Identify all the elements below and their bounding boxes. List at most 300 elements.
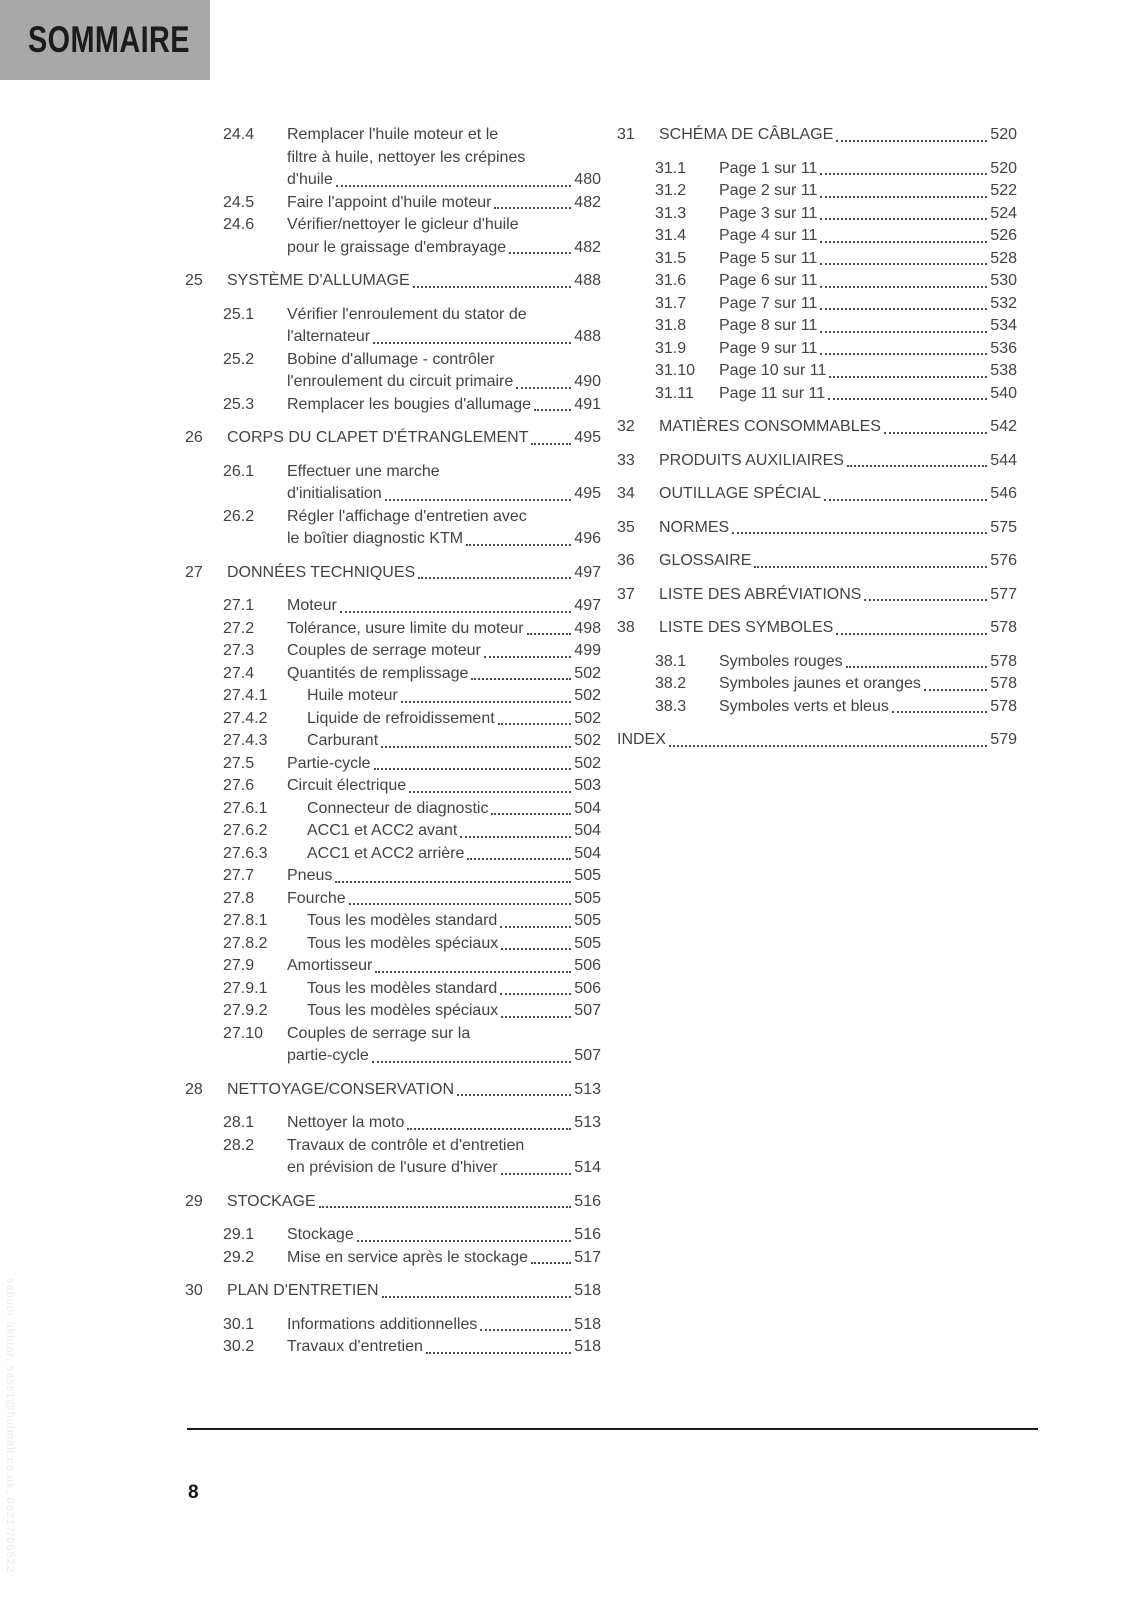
toc-entry-title: GLOSSAIRE [659, 552, 752, 569]
toc-entry-title: Page 5 sur 11 [719, 249, 818, 267]
toc-entry-number: 31.9 [655, 339, 687, 357]
toc-entry-text-line: Bobine d'allumage - contrôler [287, 350, 495, 368]
toc-entry[interactable] [185, 1000, 601, 1023]
dot-leader [820, 225, 987, 248]
toc-entry-body [287, 1023, 601, 1068]
toc-entry[interactable] [617, 517, 1017, 540]
toc-entry-title: LISTE DES SYMBOLES [659, 619, 834, 636]
dot-leader [531, 427, 571, 450]
toc-entry-last-line [307, 978, 601, 1001]
toc-entry-number: 29 [185, 1192, 203, 1210]
toc-page-ref: 497 [574, 563, 601, 581]
toc-entry[interactable] [185, 910, 601, 933]
toc-entry[interactable] [185, 427, 601, 450]
toc-entry-last-line [719, 696, 1017, 719]
toc-entry-text-line: Travaux de contrôle et d'entretien [287, 1136, 525, 1154]
toc-entry-text-line: Vérifier l'enroulement du stator de [287, 305, 527, 323]
toc-entry-body [307, 685, 601, 708]
dot-leader [820, 338, 987, 361]
toc-entry-number: 31.3 [655, 204, 687, 222]
toc-entry-number: 34 [617, 485, 635, 502]
dot-leader [357, 1224, 572, 1247]
toc-entry[interactable] [617, 651, 1017, 674]
toc-entry-number: 31.1 [655, 159, 687, 177]
toc-entry-number: 38.3 [655, 697, 687, 715]
toc-entry[interactable] [617, 203, 1017, 226]
dot-leader [457, 1079, 571, 1102]
toc-entry[interactable] [617, 158, 1017, 181]
toc-entry-body [227, 562, 601, 585]
toc-entry[interactable] [617, 416, 1017, 439]
toc-entry-last-line [287, 237, 601, 260]
dot-leader [509, 237, 571, 260]
toc-entry-title: Pneus [287, 867, 333, 884]
toc-page-ref: 506 [574, 957, 601, 974]
toc-entry-body [287, 1224, 601, 1247]
toc-entry-text-line: Effectuer une marche [287, 462, 440, 480]
toc-entry-body [287, 663, 601, 686]
toc-page-ref: 516 [574, 1192, 601, 1210]
toc-entry-body [287, 506, 601, 551]
toc-entry-number: 38 [617, 619, 635, 636]
toc-entry[interactable] [617, 383, 1017, 406]
toc-entry[interactable] [617, 584, 1017, 607]
toc-entry-number: 27.4.2 [223, 709, 268, 727]
toc-column-left [185, 124, 601, 1359]
toc-entry-number: 25.2 [223, 350, 255, 368]
toc-entry[interactable] [185, 1336, 601, 1359]
toc-entry[interactable] [185, 461, 601, 506]
toc-entry-title: Tous les modèles standard [307, 912, 498, 929]
toc-page-ref: 517 [574, 1248, 601, 1266]
toc-entry-number: 27.9.2 [223, 1002, 268, 1019]
toc-entry-body [287, 888, 601, 911]
toc-entry-number: 28.2 [223, 1136, 255, 1154]
toc-entry-number: 27.10 [223, 1024, 264, 1042]
toc-entry-last-line [307, 798, 601, 821]
toc-entry-title: Carburant [307, 732, 379, 749]
dot-leader [527, 618, 572, 641]
toc-entry-number: 29.1 [223, 1226, 255, 1243]
toc-entry-body [719, 225, 1017, 248]
toc-entry[interactable] [185, 270, 601, 293]
toc-entry-number: 24.5 [223, 193, 255, 211]
toc-entry-last-line [719, 270, 1017, 293]
dot-leader [824, 483, 987, 506]
toc-entry-last-line [287, 1112, 601, 1135]
dot-leader [494, 192, 571, 215]
toc-entry[interactable] [185, 730, 601, 753]
toc-entry[interactable] [185, 595, 601, 618]
toc-entry-text-line: Vérifier/nettoyer le gicleur d'huile [287, 216, 519, 233]
dot-leader [534, 394, 571, 417]
toc-entry-title: Page 10 sur 11 [719, 362, 827, 379]
toc-entry-title: SYSTÈME D'ALLUMAGE [227, 272, 410, 289]
toc-entry[interactable] [185, 843, 601, 866]
toc-entry-body [659, 124, 1017, 147]
dot-leader [516, 371, 571, 394]
toc-entry-title: Huile moteur [307, 687, 398, 704]
toc-entry-title: SCHÉMA DE CÂBLAGE [659, 126, 834, 143]
toc-entry-title: OUTILLAGE SPÉCIAL [659, 485, 821, 502]
toc-entry-body [719, 248, 1017, 271]
toc-entry[interactable] [185, 978, 601, 1001]
toc-entry-number: 31.7 [655, 294, 687, 312]
dot-leader [820, 248, 987, 271]
toc-entry[interactable] [185, 1079, 601, 1102]
toc-entry-last-line [719, 383, 1017, 406]
toc-entry-body [287, 618, 601, 641]
toc-entry-last-line [659, 483, 1017, 506]
toc-entry[interactable] [617, 483, 1017, 506]
dot-leader [828, 383, 987, 406]
toc-entry[interactable] [185, 1224, 601, 1247]
toc-page-ref: 546 [990, 485, 1017, 502]
toc-entry-last-line [287, 888, 601, 911]
toc-entry[interactable] [617, 729, 1017, 752]
toc-entry-title: Page 2 sur 11 [719, 182, 818, 199]
toc-entry[interactable] [185, 798, 601, 821]
toc-entry-title: en prévision de l'usure d'hiver [287, 1159, 498, 1176]
toc-entry-title: Page 7 sur 11 [719, 294, 818, 312]
toc-page-ref: 497 [574, 597, 601, 614]
toc-entry-title: NETTOYAGE/CONSERVATION [227, 1080, 454, 1098]
toc-entry[interactable] [617, 696, 1017, 719]
toc-entry-number: 27.6 [223, 777, 255, 794]
toc-entry[interactable] [617, 225, 1017, 248]
toc-page-ref: 575 [990, 518, 1017, 536]
dot-leader [669, 729, 987, 752]
toc-entry-number: 27.7 [223, 867, 255, 884]
toc-entry[interactable] [617, 450, 1017, 473]
toc-entry-last-line [287, 865, 601, 888]
toc-column-right [617, 124, 1017, 752]
dot-leader [820, 203, 987, 226]
toc-entry-body [307, 798, 601, 821]
toc-entry[interactable] [185, 820, 601, 843]
toc-entry-number: 27.3 [223, 642, 255, 659]
toc-entry-last-line [659, 416, 1017, 439]
toc-entry-number: 24.6 [223, 216, 255, 233]
toc-page-ref: 578 [990, 619, 1017, 636]
toc-page-ref: 505 [574, 867, 601, 884]
toc-entry-number: 27.4.1 [223, 687, 268, 704]
toc-page-ref: 490 [574, 373, 601, 390]
toc-entry-last-line [287, 753, 601, 776]
toc-page-ref: 524 [990, 204, 1017, 222]
toc-entry-number: 31.5 [655, 249, 687, 267]
toc-entry[interactable] [617, 338, 1017, 361]
toc-entry-title: ACC1 et ACC2 arrière [307, 844, 465, 862]
dot-leader [381, 730, 571, 753]
dot-leader [847, 450, 987, 473]
toc-entry-last-line [719, 248, 1017, 271]
toc-entry[interactable] [185, 753, 601, 776]
toc-page-ref: 502 [574, 664, 601, 682]
toc-page-ref: 496 [574, 530, 601, 547]
toc-entry-last-line [307, 685, 601, 708]
dot-leader [501, 933, 571, 956]
dot-leader [924, 673, 987, 696]
toc-entry-title: Amortisseur [287, 957, 373, 974]
toc-entry-last-line [719, 360, 1017, 383]
toc-entry[interactable] [185, 124, 601, 192]
toc-page-ref: 578 [990, 652, 1017, 670]
toc-entry-last-line [719, 225, 1017, 248]
toc-entry-last-line [287, 1045, 601, 1068]
toc-entry-last-line [617, 729, 1017, 752]
toc-entry-body [227, 1079, 601, 1102]
toc-entry-body [719, 338, 1017, 361]
toc-entry-number: 30.1 [223, 1315, 255, 1333]
toc-entry-title: DONNÉES TECHNIQUES [227, 563, 416, 581]
toc-entry-last-line [719, 180, 1017, 203]
toc-entry[interactable] [185, 685, 601, 708]
toc-entry-body [617, 729, 1017, 752]
toc-entry-title: LISTE DES ABRÉVIATIONS [659, 585, 862, 603]
dot-leader [732, 517, 987, 540]
dot-leader [754, 550, 987, 573]
toc-entry-number: 29.2 [223, 1248, 255, 1266]
toc-entry-number: 25.3 [223, 395, 255, 413]
toc-entry-number: 27.9.1 [223, 979, 268, 997]
toc-entry-body [287, 304, 601, 349]
toc-entry-last-line [307, 910, 601, 933]
toc-page-ref: 513 [574, 1080, 601, 1098]
toc-entry-last-line [719, 651, 1017, 674]
toc-entry-body [659, 550, 1017, 573]
toc-page-ref: 491 [574, 395, 601, 413]
toc-entry-last-line [307, 843, 601, 866]
toc-entry-body [659, 416, 1017, 439]
dot-leader [829, 360, 987, 383]
toc-page-ref: 538 [990, 362, 1017, 379]
toc-entry-body [287, 955, 601, 978]
toc-entry[interactable] [185, 192, 601, 215]
dot-leader [864, 584, 987, 607]
toc-entry[interactable] [185, 663, 601, 686]
toc-entry-body [307, 730, 601, 753]
toc-page-ref: 482 [574, 238, 601, 256]
toc-entry-number: 27.4.3 [223, 732, 268, 749]
toc-entry[interactable] [617, 673, 1017, 696]
toc-entry-body [307, 978, 601, 1001]
toc-page-ref: 577 [990, 585, 1017, 603]
dot-leader [319, 1191, 572, 1214]
toc-entry-number: 24.4 [223, 126, 255, 143]
toc-entry[interactable] [185, 304, 601, 349]
toc-entry-last-line [287, 483, 601, 506]
dot-leader [820, 270, 987, 293]
toc-entry-title: ACC1 et ACC2 avant [307, 822, 458, 839]
toc-entry[interactable] [617, 293, 1017, 316]
dot-leader [884, 416, 987, 439]
toc-entry-last-line [227, 1191, 601, 1214]
toc-entry[interactable] [185, 1135, 601, 1180]
toc-entry-last-line [287, 775, 601, 798]
toc-entry-title: Symboles rouges [719, 652, 843, 670]
toc-entry-body [287, 1112, 601, 1135]
dot-leader [501, 1157, 572, 1180]
toc-entry[interactable] [185, 1280, 601, 1303]
toc-entry[interactable] [617, 124, 1017, 147]
toc-entry-title: partie-cycle [287, 1047, 369, 1064]
toc-entry-last-line [287, 1247, 601, 1270]
toc-page-ref: 502 [574, 732, 601, 749]
toc-entry-last-line [287, 663, 601, 686]
toc-entry-body [307, 1000, 601, 1023]
dot-leader [836, 617, 987, 640]
toc-page-ref: 522 [990, 182, 1017, 199]
toc-entry-body [287, 394, 601, 417]
toc-page-ref: 495 [574, 429, 601, 446]
toc-entry-title: Travaux d'entretien [287, 1338, 423, 1355]
toc-entry-title: Moteur [287, 597, 337, 614]
toc-entry[interactable] [617, 360, 1017, 383]
toc-entry-body [719, 203, 1017, 226]
toc-entry-title: Circuit électrique [287, 777, 407, 794]
toc-entry-number: 32 [617, 418, 635, 435]
toc-entry-title: Quantités de remplissage [287, 664, 469, 682]
toc-entry-body [307, 910, 601, 933]
dot-leader [820, 293, 987, 316]
toc-entry-number: 38.2 [655, 675, 687, 692]
toc-page-ref: 579 [990, 731, 1017, 748]
toc-page-ref: 504 [574, 799, 601, 817]
toc-entry-last-line [287, 1157, 601, 1180]
toc-entry-title: Connecteur de diagnostic [307, 799, 489, 817]
toc-entry-body [287, 1247, 601, 1270]
toc-entry-title: INDEX [617, 731, 666, 748]
toc-page-ref: 516 [574, 1226, 601, 1243]
dot-leader [340, 595, 572, 618]
toc-entry[interactable] [185, 640, 601, 663]
toc-entry-title: STOCKAGE [227, 1192, 316, 1210]
dot-leader [426, 1336, 571, 1359]
footer-divider [187, 1428, 1038, 1430]
toc-entry-title: Page 1 sur 11 [719, 159, 818, 177]
toc-entry-text-line: Remplacer l'huile moteur et le [287, 126, 499, 143]
toc-page-ref: 502 [574, 754, 601, 772]
toc-entry-body [307, 843, 601, 866]
toc-entry[interactable] [185, 1191, 601, 1214]
toc-page-ref: 502 [574, 709, 601, 727]
toc-entry[interactable] [185, 888, 601, 911]
toc-page-ref: 504 [574, 822, 601, 839]
toc-entry[interactable] [185, 1314, 601, 1337]
dot-leader [471, 663, 571, 686]
toc-page-ref: 488 [574, 272, 601, 289]
toc-entry-title: Partie-cycle [287, 754, 371, 772]
dot-leader [480, 1314, 571, 1337]
toc-entry-last-line [719, 203, 1017, 226]
dot-leader [372, 1045, 571, 1068]
toc-entry-body [287, 753, 601, 776]
toc-entry[interactable] [185, 865, 601, 888]
toc-entry[interactable] [185, 1023, 601, 1068]
toc-entry-body [307, 820, 601, 843]
toc-entry-body [719, 651, 1017, 674]
toc-entry-title: Tous les modèles standard [307, 979, 498, 997]
toc-entry[interactable] [185, 562, 601, 585]
toc-entry-title: Symboles verts et bleus [719, 697, 889, 715]
dot-leader [336, 169, 572, 192]
toc-entry[interactable] [617, 315, 1017, 338]
toc-entry-number: 30.2 [223, 1338, 255, 1355]
toc-entry-last-line [287, 1224, 601, 1247]
toc-entry[interactable] [185, 1112, 601, 1135]
toc-entry-body [307, 933, 601, 956]
toc-entry[interactable] [617, 248, 1017, 271]
toc-entry-number: 27.8.1 [223, 912, 268, 929]
toc-entry[interactable] [617, 617, 1017, 640]
dot-leader [484, 640, 571, 663]
toc-entry-last-line [287, 528, 601, 551]
toc-entry-last-line [287, 1336, 601, 1359]
toc-entry-title: Couples de serrage moteur [287, 642, 481, 659]
toc-entry-last-line [287, 618, 601, 641]
toc-entry[interactable] [185, 506, 601, 551]
toc-entry-title: l'enroulement du circuit primaire [287, 373, 514, 390]
toc-entry[interactable] [185, 349, 601, 394]
toc-entry-body [659, 617, 1017, 640]
toc-entry-body [719, 180, 1017, 203]
dot-leader [382, 1280, 572, 1303]
toc-entry-number: 27.4 [223, 664, 255, 682]
toc-entry[interactable] [617, 180, 1017, 203]
toc-entry-last-line [287, 169, 601, 192]
toc-entry-last-line [659, 617, 1017, 640]
toc-page-ref: 503 [574, 777, 601, 794]
toc-entry-last-line [307, 820, 601, 843]
toc-page-ref: 576 [990, 552, 1017, 569]
toc-entry[interactable] [185, 394, 601, 417]
toc-entry[interactable] [185, 775, 601, 798]
toc-entry-number: 27.2 [223, 619, 255, 637]
dot-leader [892, 696, 987, 719]
toc-page-ref: 520 [990, 126, 1017, 143]
toc-entry-last-line [659, 450, 1017, 473]
toc-entry-body [287, 214, 601, 259]
toc-entry-last-line [307, 933, 601, 956]
toc-entry-body [719, 270, 1017, 293]
toc-entry[interactable] [185, 618, 601, 641]
toc-entry[interactable] [185, 214, 601, 259]
toc-entry-title: Fourche [287, 889, 346, 907]
toc-entry-last-line [719, 158, 1017, 181]
toc-page-ref: 526 [990, 227, 1017, 244]
toc-page-ref: 495 [574, 485, 601, 502]
toc-entry-title: Tous les modèles spéciaux [307, 1002, 499, 1019]
toc-page-ref: 540 [990, 384, 1017, 402]
toc-entry[interactable] [617, 550, 1017, 573]
dot-leader [385, 483, 572, 506]
toc-entry[interactable] [185, 708, 601, 731]
dot-leader [501, 1000, 571, 1023]
toc-entry[interactable] [617, 270, 1017, 293]
toc-page-ref: 507 [574, 1002, 601, 1019]
toc-page-ref: 507 [574, 1047, 601, 1064]
toc-entry[interactable] [185, 933, 601, 956]
toc-entry-body [659, 517, 1017, 540]
toc-page-ref: 506 [574, 979, 601, 997]
toc-entry[interactable] [185, 955, 601, 978]
toc-entry[interactable] [185, 1247, 601, 1270]
toc-page-ref: 544 [990, 451, 1017, 469]
toc-entry-last-line [719, 338, 1017, 361]
toc-entry-title: Informations additionnelles [287, 1315, 478, 1333]
toc-entry-title: Stockage [287, 1226, 354, 1243]
